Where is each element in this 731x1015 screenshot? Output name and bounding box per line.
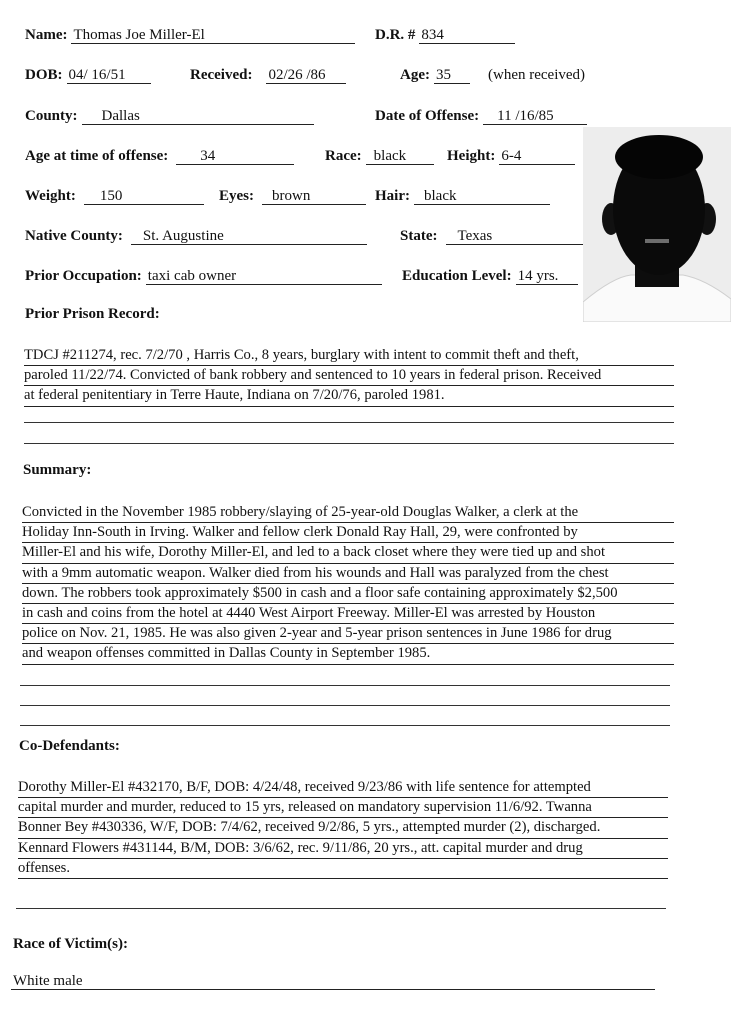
blank-rule [24,443,674,444]
dob-value: 04/ 16/51 [67,68,151,84]
received-value: 02/26 /86 [266,68,346,84]
state-label: State: [400,228,438,244]
received-row [190,66,346,84]
summary-line: with a 9mm automatic weapon. Walker died from his wounds and Hall was paralyzed from the chest [22,564,674,584]
date-of-offense-row [375,107,587,125]
age-offense-row [25,147,294,165]
codefendants-text [18,778,668,879]
race-label: Race: [325,148,362,164]
education-value: 14 yrs. [516,269,578,285]
age-row [400,66,585,84]
hair-value: black [414,189,550,205]
name-value: Thomas Joe Miller-El [71,28,355,44]
codefendant-line: offenses. [18,859,668,879]
dob-row [25,66,151,84]
blank-rule [20,685,670,686]
county-value: Dallas [82,109,314,125]
hair-label: Hair: [375,188,410,204]
prior-occupation-row [25,267,382,285]
victim-race-row [11,972,655,990]
dr-label: D.R. # [375,27,416,43]
weight-label: Weight: [25,188,76,204]
name-row [25,26,355,44]
summary-line: Convicted in the November 1985 robbery/slaying of 25-year-old Douglas Walker, a clerk at the [22,503,674,523]
native-county-label: Native County: [25,228,123,244]
weight-value: 150 [84,189,204,205]
victim-race-value: White male [11,974,655,990]
summary-line: Miller-El and his wife, Dorothy Miller-El, and led to a back closet where they were tied up and shot [22,543,674,563]
county-row [25,107,314,125]
eyes-row [219,187,366,205]
dr-value: 834 [419,28,515,44]
eyes-label: Eyes: [219,188,254,204]
age-offense-label: Age at time of offense: [25,148,169,164]
eyes-value: brown [262,189,366,205]
codefendant-line: Bonner Bey #430336, W/F, DOB: 7/4/62, received 9/2/86, 5 yrs., attempted murder (2), discharged. [18,818,668,838]
hair-row [375,187,550,205]
weight-row [25,187,204,205]
county-label: County: [25,108,78,124]
summary-text [22,503,674,665]
name-label: Name: [25,27,68,43]
prior-occupation-value: taxi cab owner [146,269,382,285]
summary-line: police on Nov. 21, 1985. He was also given 2-year and 5-year prison sentences in June 1986 for drug [22,624,674,644]
dob-label: DOB: [25,67,63,83]
victim-race-label: Race of Victim(s): [13,936,128,952]
codefendants-label: Co-Defendants: [19,738,120,754]
age-label: Age: [400,67,430,83]
native-county-value: St. Augustine [131,229,367,245]
inmate-photo-graphic [583,127,731,322]
race-value: black [366,149,434,165]
summary-line: Holiday Inn-South in Irving. Walker and fellow clerk Donald Ray Hall, 29, were confronted by [22,523,674,543]
prior-record-line: paroled 11/22/74. Convicted of bank robbery and sentenced to 10 years in federal prison. Received [24,366,674,386]
summary-line: and weapon offenses committed in Dallas County in September 1985. [22,644,674,664]
prior-record-text [24,346,674,407]
inmate-photo [583,127,731,322]
prior-record-label: Prior Prison Record: [25,306,160,322]
education-label: Education Level: [402,268,512,284]
blank-rule [24,422,674,423]
date-of-offense-label: Date of Offense: [375,108,480,124]
prior-record-line: at federal penitentiary in Terre Haute, Indiana on 7/20/76, paroled 1981. [24,386,674,406]
age-offense-value: 34 [176,149,294,165]
native-county-row [25,227,367,245]
height-label: Height: [447,148,496,164]
race-row [325,147,434,165]
codefendant-line: Kennard Flowers #431144, B/M, DOB: 3/6/62, rec. 9/11/86, 20 yrs., att. capital murder and drug [18,839,668,859]
summary-line: in cash and coins from the hotel at 4440 West Airport Freeway. Miller-El was arrested by Houston [22,604,674,624]
blank-rule [20,705,670,706]
state-value: Texas [446,229,584,245]
codefendant-line: Dorothy Miller-El #432170, B/F, DOB: 4/24/48, received 9/23/86 with life sentence for attempted [18,778,668,798]
state-row [400,227,584,245]
codefendant-line: capital murder and murder, reduced to 15 yrs, released on mandatory supervision 11/6/92. Twanna [18,798,668,818]
prior-occupation-label: Prior Occupation: [25,268,142,284]
height-row [447,147,575,165]
blank-rule [20,725,670,726]
height-value: 6-4 [499,149,575,165]
summary-label: Summary: [23,462,92,478]
prior-record-line: TDCJ #211274, rec. 7/2/70 , Harris Co., 8 years, burglary with intent to commit theft and theft, [24,346,674,366]
age-note: (when received) [488,67,586,83]
blank-rule [16,908,666,909]
received-label: Received: [190,67,253,83]
age-value: 35 [434,68,470,84]
dr-row [375,26,515,44]
education-row [402,267,578,285]
summary-line: down. The robbers took approximately $500 in cash and a floor safe containing approximately $2,500 [22,584,674,604]
date-of-offense-value: 11 /16/85 [483,109,587,125]
